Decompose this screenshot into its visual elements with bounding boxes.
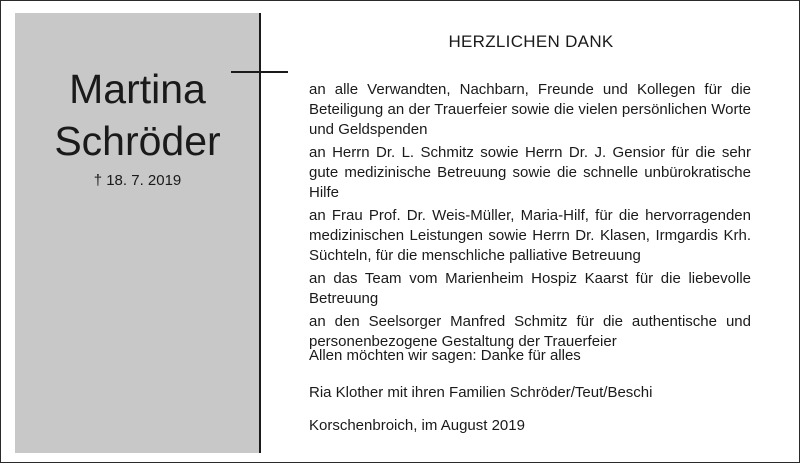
deceased-name: [15, 63, 260, 167]
heading: HERZLICHEN DANK: [448, 32, 614, 51]
death-date: † 18. 7. 2019: [93, 172, 182, 189]
closing-message: Allen möchten wir sagen: Danke für alles: [309, 347, 581, 364]
deceased-first-name: Martina: [69, 66, 206, 112]
thanks-entry: an Frau Prof. Dr. Weis-Müller, Maria-Hilf, für die hervorragenden medizinischen Leistungen sowie Herrn Dr. Klasen, Irmgardis Krh. Süchteln, für die menschliche palliative Betreuung: [309, 207, 751, 264]
cross-horizontal-line: [231, 71, 288, 73]
thanks-entry: an alle Verwandten, Nachbarn, Freunde und Kollegen für die Beteiligung an der Trauerfeier sowie die vielen persönlichen Worte und Geldspenden: [309, 81, 751, 138]
thanks-entry: an Herrn Dr. L. Schmitz sowie Herrn Dr. J. Gensior für die sehr gute medizinische Betreuung sowie die schnelle unbürokratische Hilfe: [309, 144, 751, 201]
deceased-last-name: Schröder: [54, 118, 221, 164]
place-date: Korschenbroich, im August 2019: [309, 417, 525, 434]
thanks-entry: an den Seelsorger Manfred Schmitz für die authentische und personenbezogene Gestaltung der Trauerfeier: [309, 313, 751, 350]
thanks-entry: an das Team vom Marienheim Hospiz Kaarst für die liebevolle Betreuung: [309, 270, 751, 307]
signature: Ria Klother mit ihren Familien Schröder/Teut/Beschi: [309, 384, 653, 401]
cross-vertical-line: [259, 13, 261, 453]
thanks-list: [309, 80, 751, 355]
